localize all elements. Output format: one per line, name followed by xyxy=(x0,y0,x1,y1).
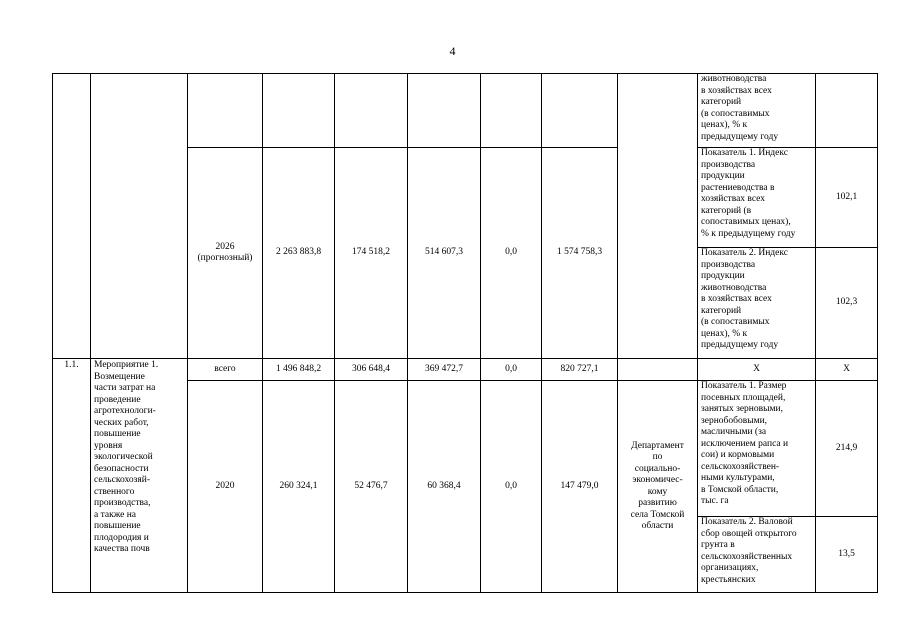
extrabudget-value: 147 479,0 xyxy=(542,381,618,593)
executor-cell: Департамент по социально- экономичес- кому развитию села Томской области xyxy=(618,381,698,593)
indicator-1: Показатель 1. Размер посевных площадей, занятых зерновыми, зернобобовыми, масличными (за исключением рапса и сои) и кормовыми сельскохозяйствен- ными культурами, в Томской области, тыс. га xyxy=(698,381,816,517)
indicator-1: Показатель 1. Индекс производства продукции растениеводства в хозяйствах всех категорий (в сопоставимых ценах), % к предыдущему году xyxy=(698,148,816,248)
table-row xyxy=(53,359,878,381)
indicator-2: Показатель 2. Индекс производства продукции животноводства в хозяйствах всех категорий (в сопоставимых ценах), % к предыдущему году xyxy=(698,248,816,359)
regional-value: 60 368,4 xyxy=(408,381,481,593)
total-value: 260 324,1 xyxy=(263,381,335,593)
extrabudget-value: 820 727,1 xyxy=(542,359,618,381)
indicator-2-value: 102,3 xyxy=(816,248,878,359)
measure-name: Мероприятие 1. Возмещение части затрат на проведение агротехнологи- ческих работ, повышение уровня экологической безопасности сельскохозяй- ственного производства, а также на повышение плодородия и качества почв xyxy=(91,359,188,593)
name-cell-empty xyxy=(91,74,188,359)
total-value: 2 263 883,8 xyxy=(263,148,335,359)
federal-value: 52 476,7 xyxy=(335,381,408,593)
number-cell-empty xyxy=(53,74,91,359)
table-row xyxy=(53,74,878,148)
federal-value: 174 518,2 xyxy=(335,148,408,359)
regional-value: 514 607,3 xyxy=(408,148,481,359)
indicator-2: Показатель 2. Валовой сбор овощей открытого грунта в сельскохозяйственных организациях, крестьянских xyxy=(698,517,816,593)
indicator-continuation: животноводства в хозяйствах всех категорий (в сопоставимых ценах), % к предыдущему году xyxy=(698,74,816,148)
page-number: 4 xyxy=(449,44,456,58)
indicator-1-value: 102,1 xyxy=(816,148,878,248)
total-value: 1 496 848,2 xyxy=(263,359,335,381)
federal-value: 306 648,4 xyxy=(335,359,408,381)
local-value: 0,0 xyxy=(481,148,542,359)
local-value: 0,0 xyxy=(481,381,542,593)
indicator-2-value: 13,5 xyxy=(816,517,878,593)
indicator-1-value: 214,9 xyxy=(816,381,878,517)
program-table xyxy=(52,73,878,593)
executor-cell-empty xyxy=(618,74,698,359)
total-label: всего xyxy=(188,359,263,381)
total-x-indicator: Х xyxy=(698,359,816,381)
extrabudget-value: 1 574 758,3 xyxy=(542,148,618,359)
total-x-value: Х xyxy=(816,359,878,381)
measure-number: 1.1. xyxy=(53,359,91,593)
regional-value: 369 472,7 xyxy=(408,359,481,381)
year-cell: 2020 xyxy=(188,381,263,593)
year-cell: 2026 (прогнозный) xyxy=(188,148,263,359)
local-value: 0,0 xyxy=(481,359,542,381)
